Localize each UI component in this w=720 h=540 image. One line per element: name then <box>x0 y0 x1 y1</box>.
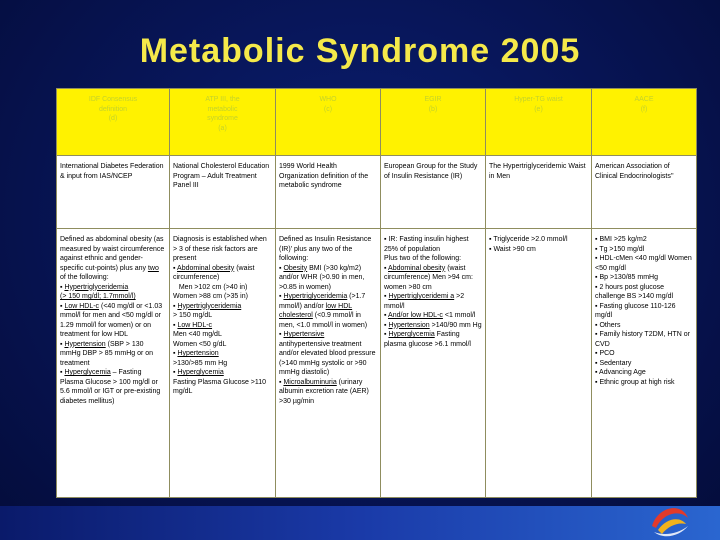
logo-icon <box>648 500 692 538</box>
criteria-row <box>57 229 697 498</box>
names-row <box>57 156 697 229</box>
name-idf: International Diabetes Federation & input from IAS/NCEP <box>57 156 170 229</box>
header-egir: EGIR (b) <box>381 89 486 156</box>
name-aace: American Association of Clinical Endocrinologists'' <box>592 156 697 229</box>
name-who: 1999 World Health Organization definition of the metabolic syndrome <box>276 156 381 229</box>
name-egir: European Group for the Study of Insulin Resistance (IR) <box>381 156 486 229</box>
header-atp: ATP III, the metabolic syndrome (a) <box>170 89 276 156</box>
criteria-tgw: ▪ Triglyceride >2.0 mmol/l ▪ Waist >90 cm <box>486 229 592 498</box>
name-tgw: The Hypertriglyceridemic Waist in Men <box>486 156 592 229</box>
slide-title: Metabolic Syndrome 2005 <box>139 32 581 70</box>
header-row <box>57 89 697 156</box>
name-atp: National Cholesterol Education Program – Adult Treatment Panel III <box>170 156 276 229</box>
criteria-table <box>56 88 697 498</box>
footer-stripe <box>0 506 720 540</box>
header-aace: AACE (f) <box>592 89 697 156</box>
header-idf: IDF Consensus definition (d) <box>57 89 170 156</box>
header-who: WHO (c) <box>276 89 381 156</box>
criteria-egir: ▪ IR: Fasting insulin highest 25% of population Plus two of the following: ▪ Abdominal obesity (waist circumference) Men >94 cm: women >80 cm ▪ Hypertriglyceridemi a >2 mmol/l ▪ And/or low HDL-c <1 mmol/l ▪ Hypertension >140/90 mm Hg ▪ Hyperglycemia Fasting plasma glucose >6.1 mmol/l <box>381 229 486 498</box>
header-tgw: Hyper-TG waist (e) <box>486 89 592 156</box>
criteria-atp: Diagnosis is established when > 3 of these risk factors are present ▪ Abdominal obesity (waist circumference) Men >102 cm (>40 in) Women >88 cm (>35 in) ▪ Hypertriglyceridemia > 150 mg/dL ▪ Low HDL-c Men <40 mg/dL Women <50 g/dL ▪ Hypertension >130/>85 mm Hg ▪ Hyperglycemia Fasting Plasma Glucose >110 mg/dL <box>170 229 276 498</box>
criteria-who: Defined as Insulin Resistance (IR)' plus any two of the following: ▪ Obesity BMI (>30 kg/m2) and/or WHR (>0.90 in men, >0.85 in women) ▪ Hypertriglyceridemia (>1.7 mmol/l) and/or low HDL cholesterol (<0.9 mmol/l in men, <1.0 mmol/l in women) ▪ Hypertensive antihypertensive treatment and/or elevated blood pressure (>140 mmHg systolic or >90 mmHg diastolic) ▪ Microalbuminuria (urinary albumin excretion rate (AER) >30 µg/min <box>276 229 381 498</box>
criteria-idf: Defined as abdominal obesity (as measured by waist circumference against ethnic and gender-specific cut-points) plus any two of the following: ▪ Hypertriglyceridemia (> 150 mg/dl; 1.7mmol/l) ▪ Low HDL-c (<40 mg/dl or <1.03 mmol/l for men and <50 mg/dl or 1.29 mmol/l for women) or on treatment for low HDL ▪ Hypertension (SBP > 130 mmHg DBP > 85 mmHg or on treatment ▪ Hyperglycemia – Fasting Plasma Glucose > 100 mg/dl or 5.6 mmol/l or IGT or pre-existing diabetes mellitus) <box>57 229 170 498</box>
criteria-aace: ▪ BMI >25 kg/m2 ▪ Tg >150 mg/dl ▪ HDL-cMen <40 mg/dl Women <50 mg/dl ▪ Bp >130/85 mmHg ▪ 2 hours post glucose challenge BS >140 mg/dl ▪ Fasting glucose 110-126 mg/dl ▪ Others ▪ Family history T2DM, HTN or CVD ▪ PCO ▪ Sedentary ▪ Advancing Age ▪ Ethnic group at high risk <box>592 229 697 498</box>
